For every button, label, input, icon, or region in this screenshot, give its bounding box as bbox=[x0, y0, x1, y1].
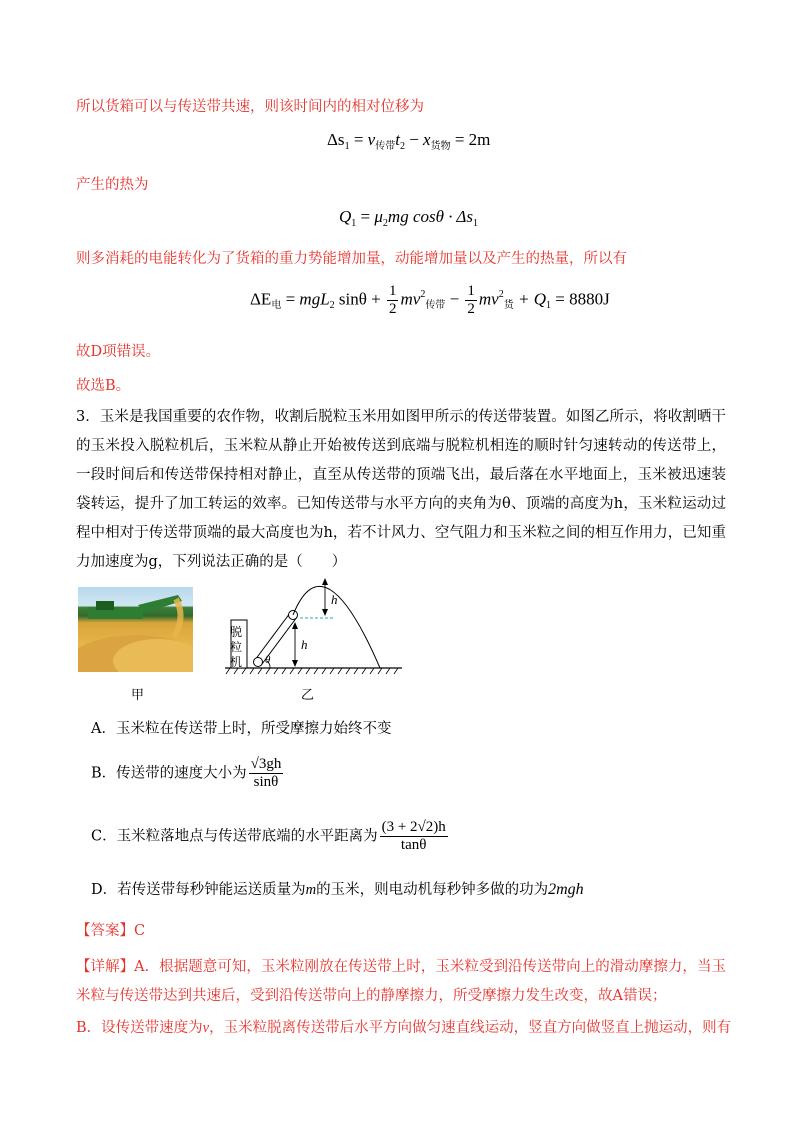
solution-line-5: 故选B。 bbox=[76, 378, 131, 394]
solution-line-1: 所以货箱可以与传送带共速，则该时间内的相对位移为 bbox=[76, 99, 424, 115]
answer-b-line: B．设传送带速度为v，玉米粒脱离传送带后水平方向做匀速直线运动，竖直方向做竖直上抛运动，则有 bbox=[76, 1020, 732, 1036]
answer-detail: 【详解】A．根据题意可知，玉米粒刚放在传送带上时，玉米粒受到沿传送带向上的滑动摩擦力，当玉米粒与传送带达到共速后，受到沿传送带向上的静摩擦力，所受摩擦力发生改变，故A错误； bbox=[76, 959, 727, 1004]
option-b: B．传送带的速度大小为 $\frac{√3gh}{\sin\theta}$ bbox=[91, 756, 282, 790]
harvester-photo bbox=[78, 587, 193, 672]
h-label-upper: h bbox=[331, 592, 338, 607]
solution-line-4: 故D项错误。 bbox=[76, 344, 161, 360]
equation-energy: $\Delta E_电 = mgL_2$ sinθ + $\frac{1}{2}$ $mv^2_{传带}$ − $\frac{1}{2}$ $mv^2_货 + Q_1 = 8880J$ bbox=[250, 283, 610, 317]
question-3-text: 3．玉米是我国重要的农作物，收割后脱粒玉米用如图甲所示的传送带装置。如图乙所示，将收割晒干的玉米投入脱粒机后，玉米粒从静止开始被传送到底端与脱粒机相连的顺时针匀速转动的传送带上，一段时间后和传送带保持相对静止，直至从传送带的顶端飞出，最后落在水平地面上，玉米被迅速装袋转运，提升了加工转运的效率。已知传送带与水平方向的夹角为θ、顶端的高度为h，玉米粒运动过程中相对于传送带顶端的最大高度也为h，若不计风力、空气阻力和玉米粒之间的相互作用力，已知重力加速度为g，下列说法正确的是（ ） bbox=[76, 409, 726, 570]
caption-yi: 乙 bbox=[301, 688, 315, 703]
solution-line-3: 则多消耗的电能转化为了货箱的重力势能增加量，动能增加量以及产生的热量，所以有 bbox=[76, 251, 627, 267]
option-a: A．玉米粒在传送带上时，所受摩擦力始终不变 bbox=[91, 721, 392, 737]
equation-relative-displacement: $\Delta s_1 = v_{传带}t_2 - x_{货物} = 2m$ bbox=[327, 130, 491, 152]
theta-label: θ bbox=[265, 654, 271, 666]
option-c: C．玉米粒落地点与传送带底端的水平距离为 $\frac{(3 + 2√2)h}{\tan\theta}$ bbox=[91, 819, 446, 853]
harvester-illustration bbox=[78, 587, 193, 672]
option-d: D．若传送带每秒钟能运送质量为m的玉米，则电动机每秒钟多做的功为2mgh bbox=[91, 881, 584, 898]
h-label-lower: h bbox=[301, 637, 308, 652]
machine-label: 脱粒机 bbox=[230, 625, 243, 669]
caption-jia: 甲 bbox=[131, 688, 145, 703]
equation-heat: $Q_1 = \mu_2mg$ $\cos\theta \cdot \Delta s_1$ bbox=[339, 207, 478, 229]
solution-line-2: 产生的热为 bbox=[76, 177, 149, 193]
answer-label: 【答案】C bbox=[76, 923, 146, 939]
conveyor-diagram bbox=[222, 570, 407, 676]
